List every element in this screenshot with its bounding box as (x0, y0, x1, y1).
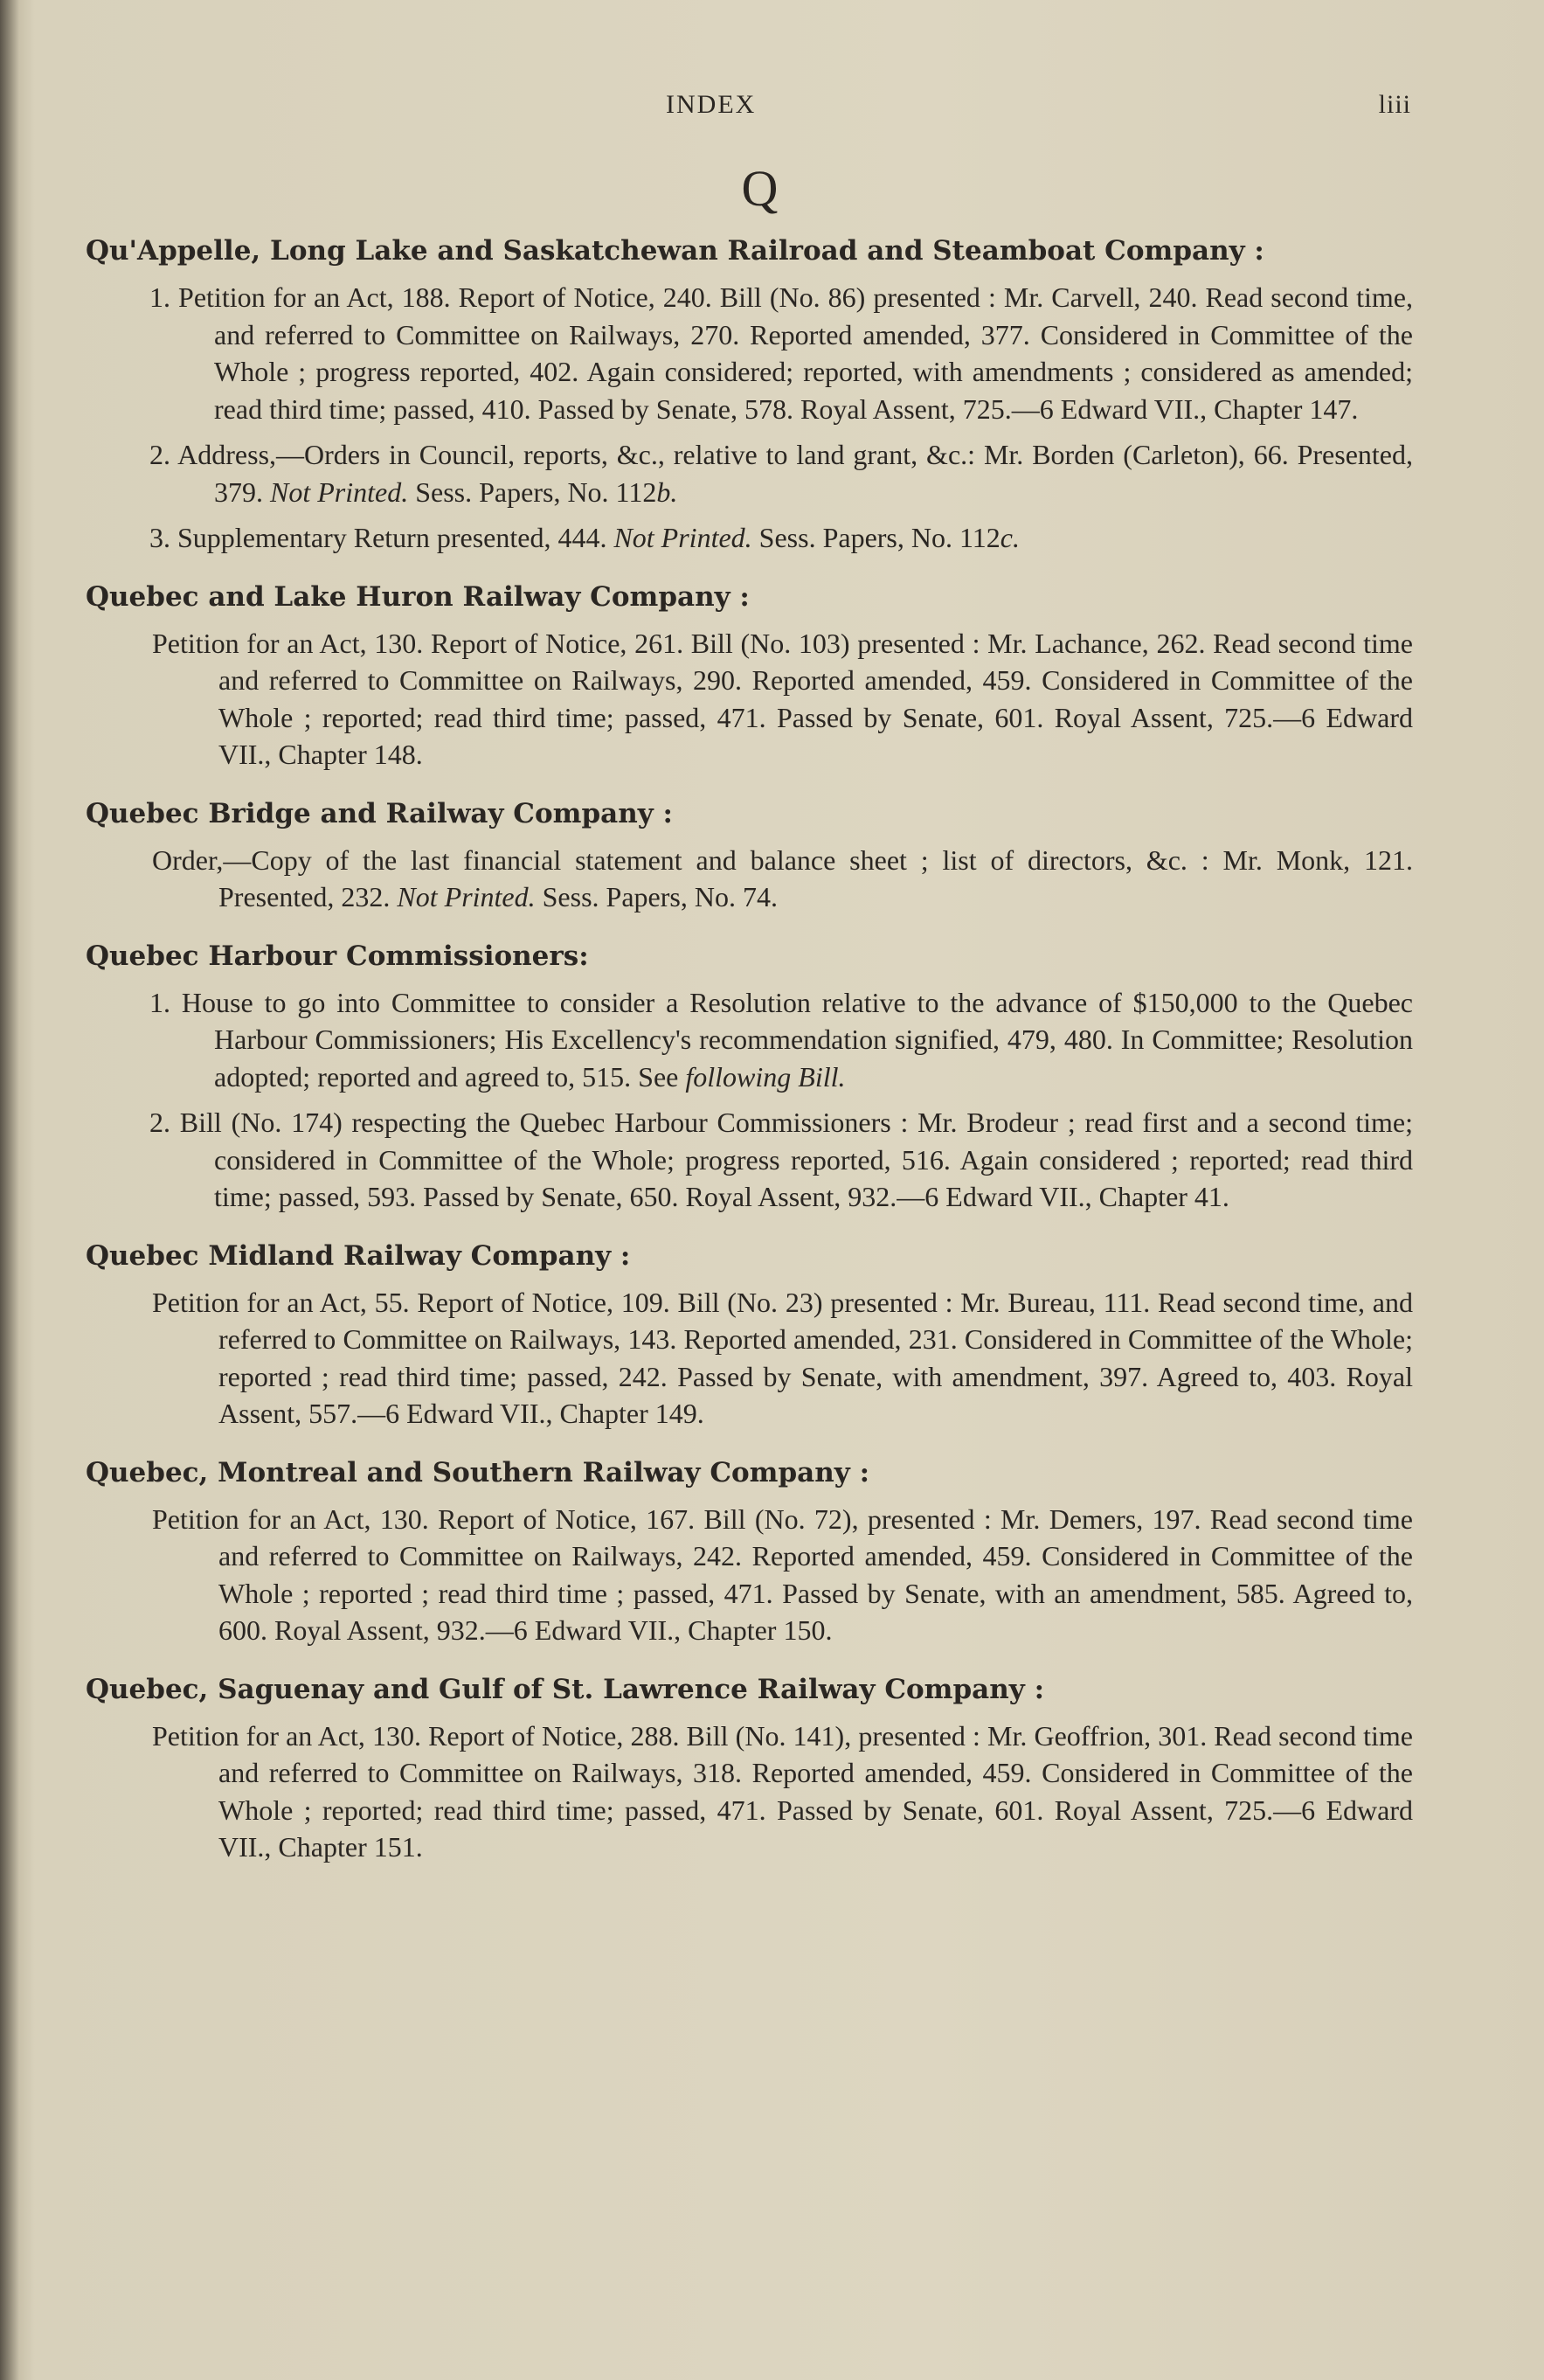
item-italic-note: Not Printed. (270, 475, 409, 508)
index-entries (86, 233, 1414, 1866)
index-entry (86, 1672, 1413, 1866)
entry-item (89, 1501, 1413, 1649)
index-entry (86, 796, 1413, 916)
item-text: Petition for an Act, 130. Report of Notice, 167. Bill (No. 72), presented : Mr. Demers, 197. Read second time and referred to Committee on Railways, 242. Reported amended, 459. Considered in Committee of the Whole ; reported ; read third time ; passed, 471. Passed by Senate, with an amendment, 585. Agreed to, 600. Royal Assent, 932.—6 Edward VII., Chapter 150. (152, 1502, 1413, 1646)
entry-item (89, 1104, 1413, 1216)
item-number: 2. (149, 439, 170, 470)
index-entry (86, 1239, 1413, 1433)
item-number: 3. (149, 522, 170, 553)
header-title: INDEX (666, 90, 757, 119)
entry-item (89, 519, 1413, 557)
section-letter: Q (741, 160, 779, 217)
item-text: Supplementary Return presented, 444. (177, 522, 607, 553)
entry-heading: Quebec Harbour Commissioners: (86, 940, 589, 972)
item-paper-ref: Sess. Papers, No. 112 (415, 475, 657, 508)
item-text: Petition for an Act, 55. Report of Notice, 109. Bill (No. 23) presented : Mr. Bureau, 111. Read second time, and referred to Committee on Railways, 143. Reported amended, 231. Considered in Committee of the Whole; reported ; read third time; passed, 242. Passed by Senate, with amendment, 397. Agreed to, 403. Royal Assent, 557.—6 Edward VII., Chapter 149. (152, 1286, 1413, 1429)
index-entry (86, 233, 1414, 557)
entry-heading: Quebec Bridge and Railway Company : (86, 797, 673, 829)
entry-item (89, 1717, 1413, 1866)
page-number: liii (1378, 90, 1411, 119)
item-paper-ref: Sess. Papers, No. 112 (758, 522, 1000, 553)
item-paper-ref: Sess. Papers, No. 74. (542, 881, 778, 912)
entry-heading: Qu'Appelle, Long Lake and Saskatchewan Railroad and Steamboat Company : (86, 235, 1264, 267)
item-italic-note: Not Printed. (613, 522, 752, 553)
entry-item (89, 842, 1413, 916)
item-italic-note: following Bill. (685, 1060, 846, 1093)
entry-heading: Quebec and Lake Huron Railway Company : (86, 580, 750, 613)
entry-item (89, 279, 1413, 427)
page-header (89, 83, 1413, 135)
item-text: Bill (No. 174) respecting the Quebec Harbour Commissioners : Mr. Brodeur ; read first and a second time; considered in Committee of the Whole; progress reported, 516. Again considered ; reported; read third time; passed, 593. Passed by Senate, 650. Royal Assent, 932.—6 Edward VII., Chapter 41. (179, 1107, 1414, 1212)
index-entry (86, 579, 1413, 774)
item-number: 1. (149, 281, 170, 313)
index-entry (86, 939, 1414, 1216)
item-text: Petition for an Act, 188. Report of Notice, 240. Bill (No. 86) presented : Mr. Carvell, 240. Read second time, and referred to Committee on Railways, 270. Reported amended, 377. Considered in Committee of the Whole ; progress reported, 402. Again considered; reported, with amendments ; considered as amended; read third time; passed, 410. Passed by Senate, 578. Royal Assent, 725.—6 Edward VII., Chapter 147. (178, 281, 1414, 425)
item-text: House to go into Committee to consider a Resolution relative to the advance of $150,000 to the Quebec Harbour Commissioners; His Excellency's recommendation signified, 479, 480. In Committee; Resolution adopted; reported and agreed to, 515. See (181, 986, 1414, 1093)
entry-item (89, 1284, 1413, 1433)
item-text: Petition for an Act, 130. Report of Notice, 288. Bill (No. 141), presented : Mr. Geoffrion, 301. Read second time and referred to Committee on Railways, 318. Reported amended, 459. Considered in Committee of the Whole ; reported; read third time; passed, 471. Passed by Senate, 601. Royal Assent, 725.—6 Edward VII., Chapter 151. (152, 1719, 1413, 1863)
item-text: Address,—Orders in Council, reports, &c., relative to land grant, &c.: Mr. Borden (Carleton), 66. Presented, 379. (177, 439, 1414, 508)
item-paper-suffix: c. (1000, 522, 1020, 553)
entry-item (89, 984, 1413, 1096)
item-number: 1. (149, 986, 170, 1018)
index-entry (86, 1455, 1413, 1649)
item-italic-note: Not Printed. (397, 881, 536, 912)
item-text: Order,—Copy of the last financial statement and balance sheet ; list of directors, &c. : Mr. Monk, 121. Presented, 232. (152, 843, 1413, 912)
entry-heading: Quebec, Montreal and Southern Railway Company : (86, 1456, 870, 1488)
item-text: Petition for an Act, 130. Report of Notice, 261. Bill (No. 103) presented : Mr. Lachance, 262. Read second time and referred to Committee on Railways, 290. Reported amended, 459. Considered in Committee of the Whole ; reported; read third time; passed, 471. Passed by Senate, 601. Royal Assent, 725.—6 Edward VII., Chapter 148. (152, 627, 1413, 770)
entry-heading: Quebec Midland Railway Company : (86, 1239, 631, 1272)
entry-heading: Quebec, Saguenay and Gulf of St. Lawrence Railway Company : (86, 1673, 1045, 1705)
item-number: 2. (149, 1107, 170, 1138)
entry-item (89, 436, 1413, 510)
item-paper-suffix: b. (656, 475, 678, 508)
entry-item (89, 625, 1413, 774)
